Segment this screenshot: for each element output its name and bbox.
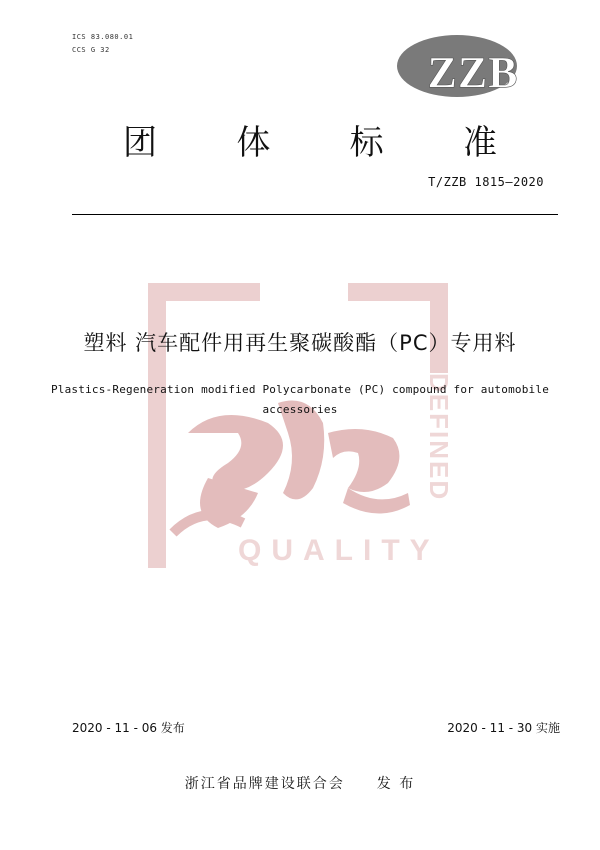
- ics-code: ICS 83.080.01: [72, 33, 134, 41]
- watermark-horizontal-word: QUALITY: [238, 534, 440, 567]
- standard-number: T/ZZB 1815—2020: [428, 175, 544, 189]
- logo-text: ZZB: [427, 48, 519, 97]
- english-title-line: accessories: [262, 403, 338, 416]
- zzb-logo: [395, 33, 545, 108]
- document-title-chinese: 塑料 汽车配件用再生聚碳酸酯（PC）专用料: [83, 331, 517, 355]
- release-date: 2020 - 11 - 06 发布: [72, 721, 185, 735]
- standard-type-char: 体: [236, 123, 271, 163]
- standard-type-heading: [120, 115, 500, 164]
- publisher: 浙江省品牌建设联合会 发 布: [184, 776, 416, 792]
- header-divider: [72, 214, 558, 215]
- document-title-english: [40, 380, 560, 420]
- standard-type-char: 团: [123, 123, 157, 163]
- standard-type-char: 标: [349, 123, 384, 163]
- standard-type-char: 准: [462, 123, 497, 163]
- english-title-line: Plastics-Regeneration modified Polycarbonate (PC) compound for automobile: [50, 383, 550, 396]
- watermark-vertical-word: DEFINED: [424, 373, 454, 502]
- ccs-code: CCS G 32: [72, 46, 110, 54]
- implementation-date: 2020 - 11 - 30 实施: [447, 721, 560, 735]
